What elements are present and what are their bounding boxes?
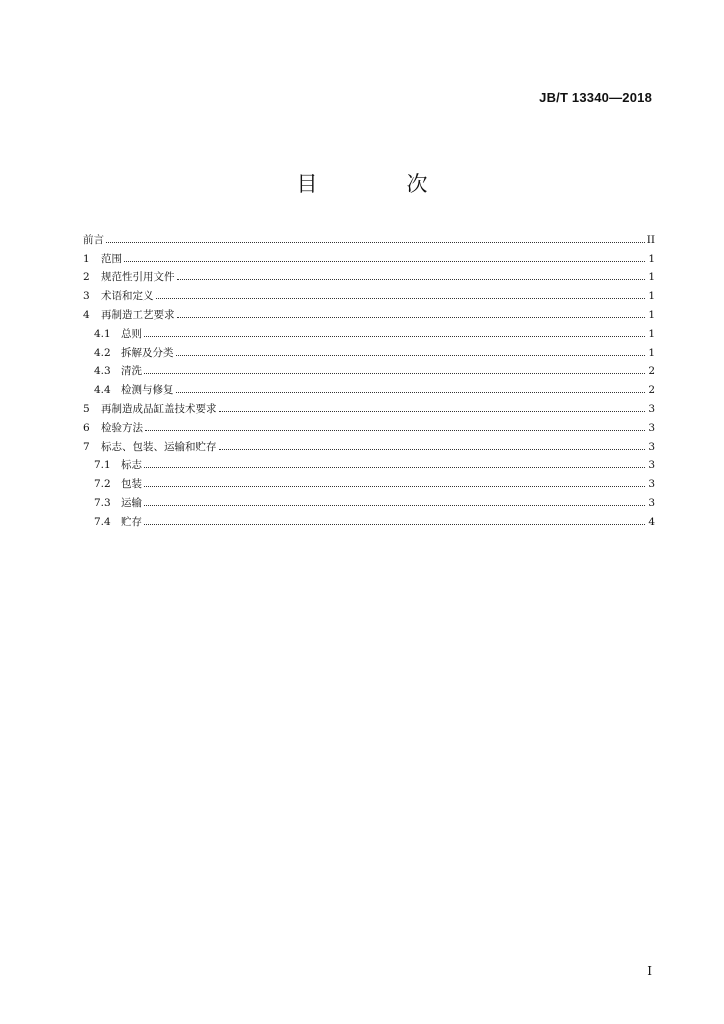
toc-entry[interactable] (83, 321, 655, 340)
toc-entry-number: 5 (83, 402, 90, 415)
toc-entry-label: 范围 (101, 252, 122, 265)
toc-entry-number: 7.1 (94, 459, 111, 472)
toc-entry-number: 4.1 (94, 327, 111, 340)
toc-entry-page: 3 (648, 496, 655, 509)
toc-entry-label: 再制造工艺要求 (101, 308, 175, 321)
dot-leader (177, 279, 646, 280)
toc-entry-number: 2 (83, 271, 90, 284)
dot-leader (144, 486, 645, 487)
toc-entry[interactable] (83, 227, 655, 246)
dot-leader (176, 355, 646, 356)
toc-entry-page: 3 (648, 459, 655, 472)
toc-entry[interactable] (83, 359, 655, 378)
toc-entry-number: 4.2 (94, 346, 111, 359)
toc-entry[interactable] (83, 453, 655, 472)
toc-entry[interactable] (83, 490, 655, 509)
toc-entry-page: 3 (648, 421, 655, 434)
toc-entry-label: 规范性引用文件 (101, 271, 175, 284)
standard-code: JB/T 13340—2018 (539, 90, 652, 105)
toc-entry-page: 2 (648, 384, 655, 397)
toc-entry[interactable] (83, 283, 655, 302)
toc-entry-label: 术语和定义 (101, 290, 154, 303)
toc-entry-number: 4 (83, 308, 90, 321)
toc-entry-page: II (646, 233, 655, 246)
dot-leader (144, 505, 645, 506)
page-number: I (647, 964, 652, 978)
toc-entry[interactable] (83, 415, 655, 434)
toc-title: 目 次 (296, 172, 462, 196)
toc-entry-page: 1 (648, 327, 655, 340)
toc-entry-number: 4.4 (94, 384, 111, 397)
toc-entry-page: 2 (648, 365, 655, 378)
toc-entry-page: 1 (648, 346, 655, 359)
dot-leader (145, 430, 645, 431)
toc-entry-label: 贮存 (121, 515, 142, 528)
toc-entry-page: 1 (648, 252, 655, 265)
toc-entry-page: 1 (648, 308, 655, 321)
toc-entry-label: 标志 (121, 459, 142, 472)
toc-entry-page: 3 (648, 440, 655, 453)
dot-leader (177, 317, 646, 318)
toc-entry-number: 3 (83, 290, 90, 303)
toc-entry[interactable] (83, 509, 655, 528)
table-of-contents (83, 227, 655, 528)
toc-entry-number: 7.3 (94, 496, 111, 509)
toc-entry-label: 检验方法 (101, 421, 143, 434)
toc-entry[interactable] (83, 396, 655, 415)
dot-leader (144, 336, 645, 337)
toc-entry-label: 包装 (121, 478, 142, 491)
toc-entry-number: 4.3 (94, 365, 111, 378)
dot-leader (219, 411, 646, 412)
dot-leader (124, 261, 645, 262)
toc-entry[interactable] (83, 471, 655, 490)
toc-entry-number: 6 (83, 421, 90, 434)
dot-leader (219, 449, 646, 450)
toc-entry-label: 前言 (83, 233, 104, 246)
toc-entry-label: 再制造成品缸盖技术要求 (101, 402, 217, 415)
toc-entry-label: 标志、包装、运输和贮存 (101, 440, 217, 453)
dot-leader (106, 242, 645, 243)
dot-leader (176, 392, 646, 393)
toc-entry-label: 拆解及分类 (121, 346, 174, 359)
dot-leader (156, 298, 646, 299)
toc-entry-page: 4 (648, 515, 655, 528)
dot-leader (144, 524, 645, 525)
toc-entry-page: 3 (648, 402, 655, 415)
toc-entry[interactable] (83, 434, 655, 453)
toc-entry-number: 7.2 (94, 478, 111, 491)
dot-leader (144, 467, 645, 468)
toc-entry-number: 7.4 (94, 515, 111, 528)
toc-entry-number: 7 (83, 440, 90, 453)
toc-entry-number: 1 (83, 252, 90, 265)
toc-entry-page: 1 (648, 290, 655, 303)
toc-entry[interactable] (83, 340, 655, 359)
dot-leader (144, 373, 645, 374)
toc-entry-label: 总则 (121, 327, 142, 340)
toc-entry-label: 清洗 (121, 365, 142, 378)
toc-entry-page: 1 (648, 271, 655, 284)
toc-entry[interactable] (83, 302, 655, 321)
toc-entry[interactable] (83, 377, 655, 396)
toc-entry-page: 3 (648, 478, 655, 491)
toc-entry[interactable] (83, 246, 655, 265)
toc-entry-label: 运输 (121, 496, 142, 509)
toc-entry-label: 检测与修复 (121, 384, 174, 397)
toc-entry[interactable] (83, 265, 655, 284)
